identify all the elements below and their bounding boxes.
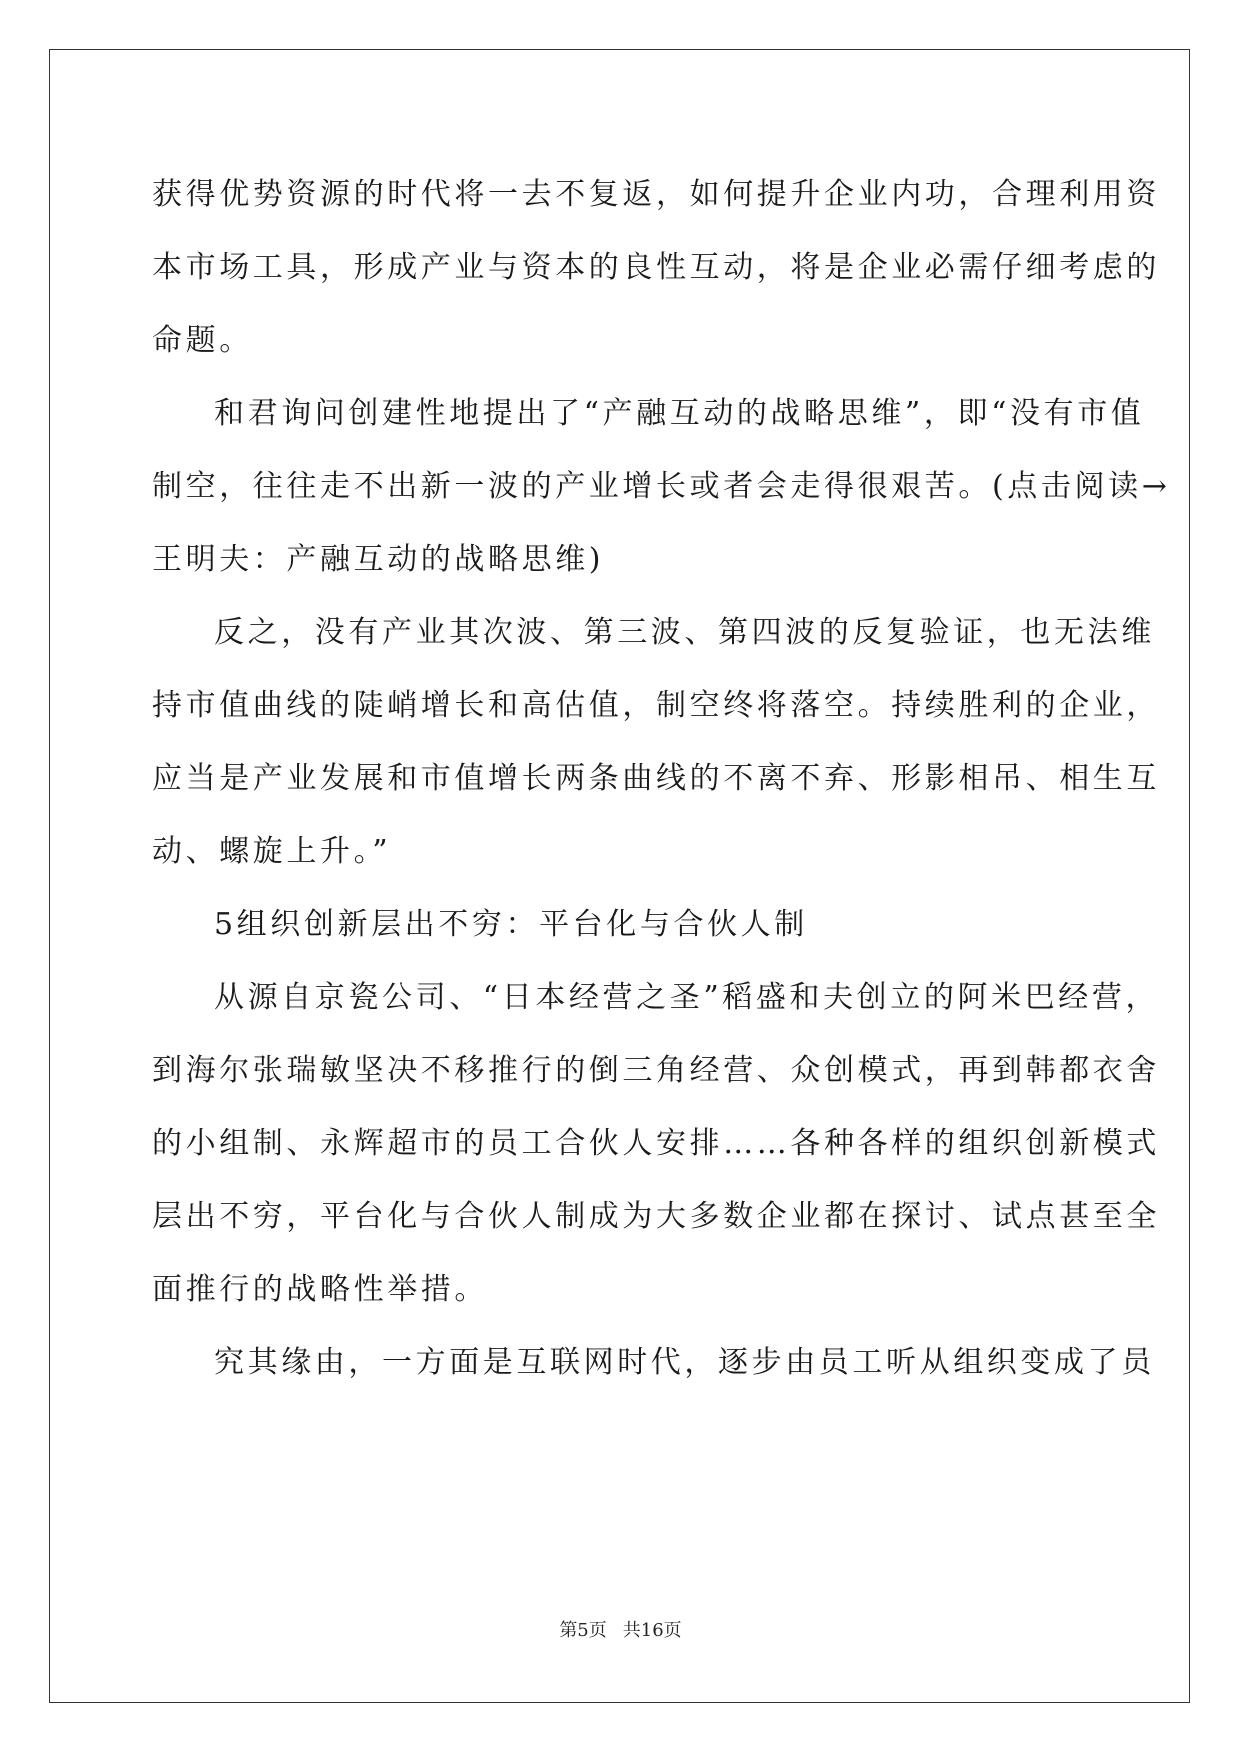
page-footer [0, 1616, 1241, 1642]
text-line: 面推行的战略性举措。 [152, 1272, 488, 1307]
text-line: 和君询问创建性地提出了“产融互动的战略思维”，即“没有市值 [214, 396, 1145, 431]
text-line: 命题。 [152, 323, 253, 358]
text-line: 究其缘由，一方面是互联网时代，逐步由员工听从组织变成了员 [214, 1345, 1155, 1380]
text-line: 层出不穷，平台化与合伙人制成为大多数企业都在探讨、试点甚至全 [152, 1199, 1160, 1234]
text-line: 的小组制、永辉超市的员工合伙人安排……各种各样的组织创新模式 [152, 1126, 1160, 1161]
text-line: 制空，往往走不出新一波的产业增长或者会走得很艰苦。(点击阅读→ [152, 469, 1171, 504]
text-line: 王明夫：产融互动的战略思维) [152, 542, 605, 577]
section-heading: 5组织创新层出不穷：平台化与合伙人制 [214, 907, 808, 942]
text-line: 应当是产业发展和市值增长两条曲线的不离不弃、形影相吊、相生互 [152, 761, 1160, 796]
text-line: 到海尔张瑞敏坚决不移推行的倒三角经营、众创模式，再到韩都衣舍 [152, 1053, 1160, 1088]
page-number-current: 第5页 [559, 1620, 607, 1641]
document-body [152, 158, 1171, 1399]
text-line: 持市值曲线的陡峭增长和高估值，制空终将落空。持续胜利的企业， [152, 688, 1160, 723]
text-line: 从源自京瓷公司、“日本经营之圣”稻盛和夫创立的阿米巴经营， [214, 980, 1160, 1015]
text-line: 反之，没有产业其次波、第三波、第四波的反复验证，也无法维 [214, 615, 1155, 650]
text-line: 动、螺旋上升。” [152, 834, 392, 869]
text-line: 本市场工具，形成产业与资本的良性互动，将是企业必需仔细考虑的 [152, 250, 1160, 285]
page-number-total: 共16页 [622, 1620, 682, 1641]
text-line: 获得优势资源的时代将一去不复返，如何提升企业内功，合理利用资 [152, 177, 1160, 212]
